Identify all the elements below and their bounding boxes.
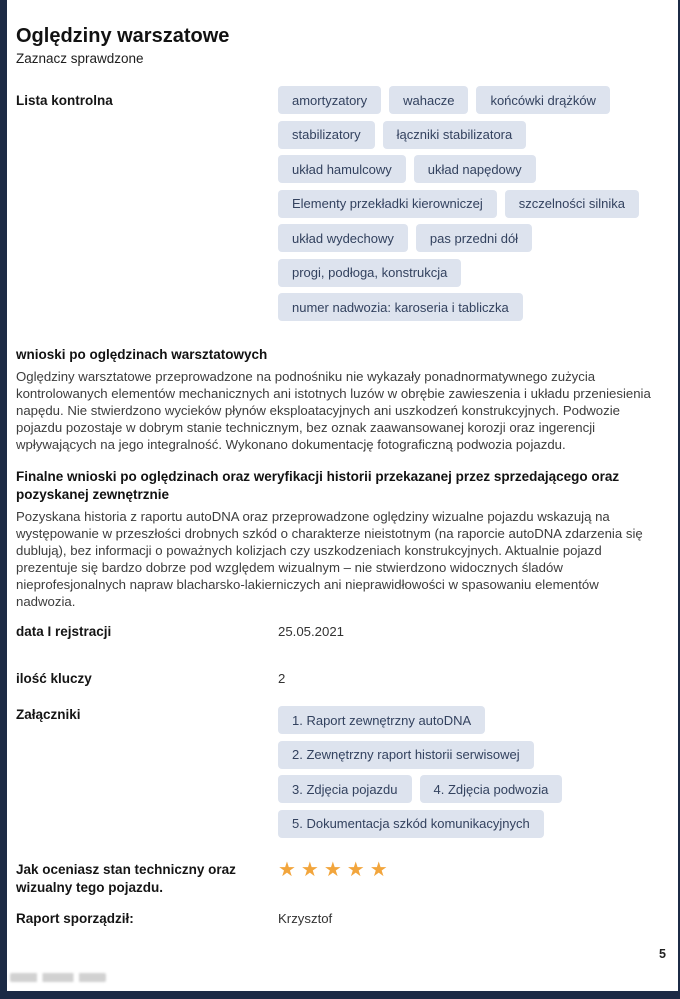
chip-row (278, 224, 658, 252)
report-author-label: Raport sporządził: (16, 911, 134, 926)
registration-date-label: data I rejstracji (16, 624, 112, 639)
footer-watermark (10, 973, 106, 982)
chip-row (278, 190, 658, 218)
checklist-chip: amortyzatory (278, 86, 381, 114)
checklist-chip: Elementy przekładki kierowniczej (278, 190, 497, 218)
chip-row (278, 121, 658, 149)
checklist-chip: szczelności silnika (505, 190, 639, 218)
checklist-chip: pas przedni dół (416, 224, 532, 252)
attachment-chips (278, 706, 658, 844)
final-conclusions-heading: Finalne wnioski po oględzinach oraz weryfikacji historii przekazanej przez sprzedającego oraz pozyskanej zewnętrznie (16, 469, 620, 502)
page-subtitle: Zaznacz sprawdzone (16, 51, 144, 66)
checklist-chip: końcówki drążków (476, 86, 610, 114)
report-author-value: Krzysztof (278, 911, 333, 926)
attachment-chip: 3. Zdjęcia pojazdu (278, 775, 412, 803)
attachment-chip: 1. Raport zewnętrzny autoDNA (278, 706, 485, 734)
workshop-conclusions-heading: wnioski po oględzinach warsztatowych (16, 346, 268, 362)
chip-row (278, 810, 658, 838)
checklist-chip: wahacze (389, 86, 468, 114)
attachment-chip: 2. Zewnętrzny raport historii serwisowej (278, 741, 534, 769)
chip-row (278, 706, 658, 734)
attachments-label: Załączniki (16, 707, 81, 722)
checklist-section (16, 86, 658, 328)
field-key-count (16, 670, 658, 688)
key-count-label: ilość kluczy (16, 671, 92, 686)
field-attachments (16, 706, 658, 844)
field-rating (16, 861, 658, 897)
report-page (7, 0, 678, 991)
checklist-chip: układ napędowy (414, 155, 536, 183)
rating-label: Jak oceniasz stan techniczny oraz wizualny tego pojazdu. (16, 862, 236, 895)
checklist-chip: łączniki stabilizatora (383, 121, 527, 149)
attachment-chip: 4. Zdjęcia podwozia (420, 775, 563, 803)
chip-row (278, 259, 658, 287)
checklist-label: Lista kontrolna (16, 93, 113, 108)
rating-stars: ★★★★★ (278, 859, 393, 881)
attachment-chip: 5. Dokumentacja szkód komunikacyjnych (278, 810, 544, 838)
page-number: 5 (659, 947, 666, 961)
workshop-conclusions-body: Oględziny warsztatowe przeprowadzone na podnośniku nie wykazały ponadnormatywnego zużycia kontrolowanych elementów mechanicznych ani istotnych luzów w obrębie zawieszenia i układu przeniesienia napędu. Nie stwierdzono wycieków płynów eksploatacyjnych ani uszkodzeń konstrukcyjnych. Podwozie pojazdu pozostaje w dobrym stanie technicznym, bez oznak zaawansowanej korozji oraz ingerencji wpływających na jego integralność. Wykonano dokumentację fotograficzną podwozia pojazdu. (16, 369, 651, 452)
checklist-chip: układ hamulcowy (278, 155, 406, 183)
checklist-chip: numer nadwozia: karoseria i tabliczka (278, 293, 523, 321)
key-count-value: 2 (278, 671, 286, 686)
chip-row (278, 155, 658, 183)
checklist-chips (278, 86, 658, 328)
page-title: Oględziny warszatowe (16, 25, 230, 47)
checklist-chip: progi, podłoga, konstrukcja (278, 259, 461, 287)
field-report-author (16, 910, 658, 928)
chip-row (278, 775, 658, 803)
chip-row (278, 293, 658, 321)
checklist-chip: stabilizatory (278, 121, 375, 149)
chip-row (278, 86, 658, 114)
registration-date-value: 25.05.2021 (278, 624, 345, 639)
field-registration-date (16, 623, 658, 641)
checklist-chip: układ wydechowy (278, 224, 408, 252)
chip-row (278, 741, 658, 769)
final-conclusions-body: Pozyskana historia z raportu autoDNA oraz przeprowadzone oględziny wizualne pojazdu wskazują na występowanie w przeszłości drobnych szkód o charakterze nieistotnym (na raporcie autoDNA zdarzenia się dublują), bez informacji o poważnych kolizjach czy uszkodzeniach konstrukcyjnych. Aktualnie pojazd prezentuje się bardzo dobrze pod względem wizualnym – nie stwierdzono widocznych śladów nieprofesjonalnych napraw blacharsko-lakierniczych ani nieprawidłowości w spasowaniu elementów nadwozia. (16, 509, 643, 609)
